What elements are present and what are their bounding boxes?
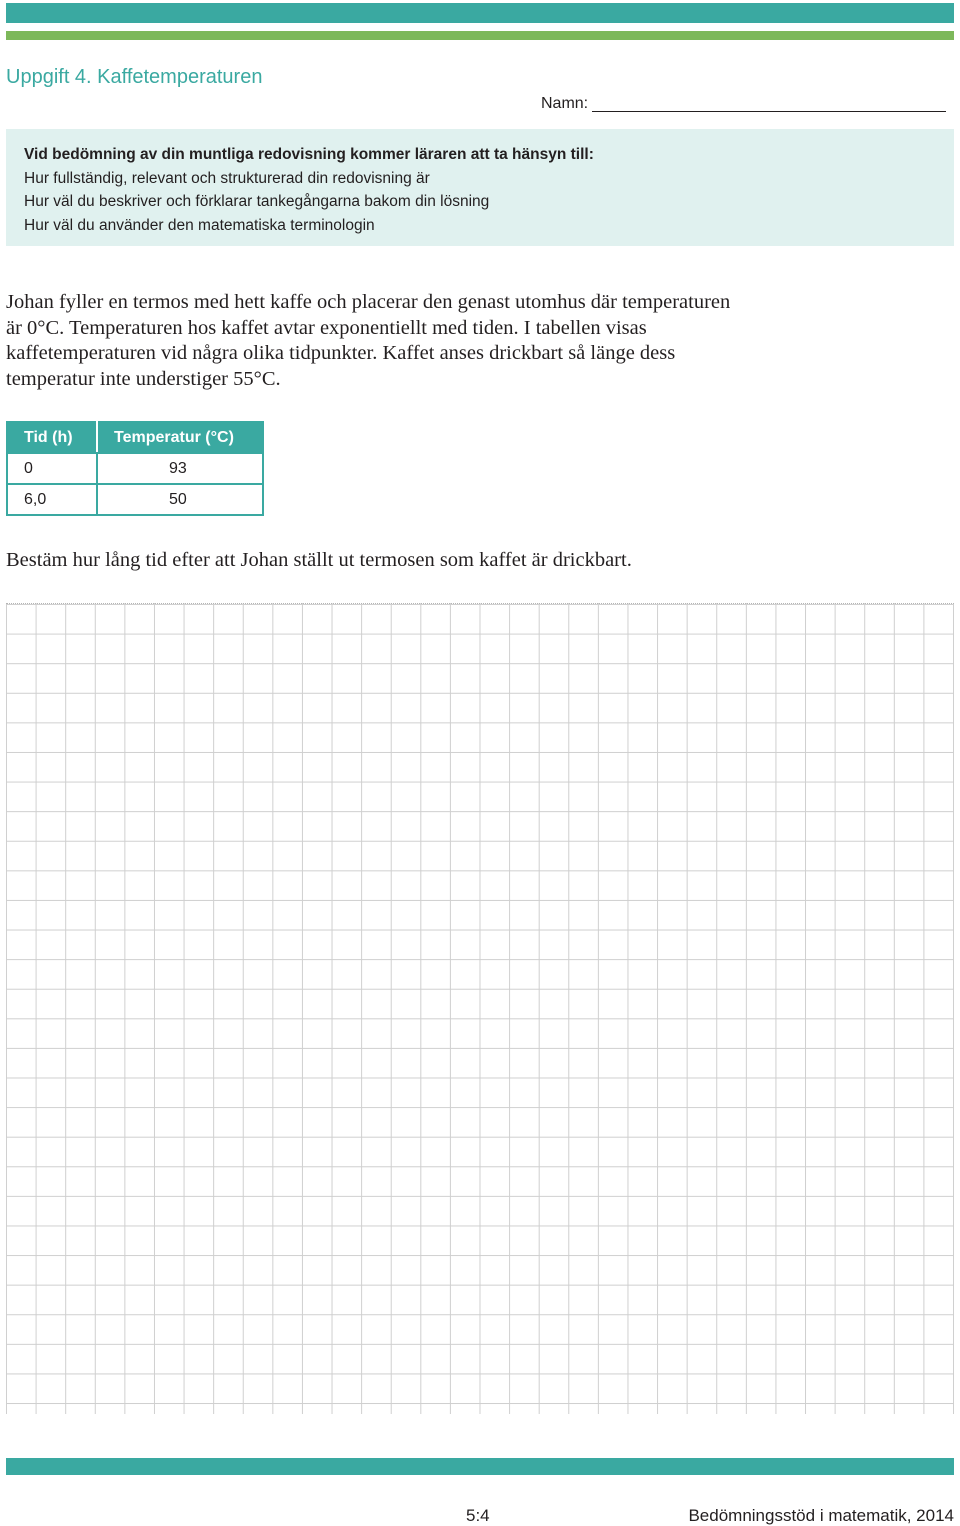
table-row bbox=[7, 484, 263, 515]
page-number: 5:4 bbox=[466, 1506, 490, 1525]
problem-line: är 0°C. Temperaturen hos kaffet avtar exponentiellt med tiden. I tabellen visas bbox=[6, 316, 647, 339]
temperature-table bbox=[6, 421, 264, 516]
problem-line: kaffetemperaturen vid några olika tidpunkter. Kaffet anses drickbart så länge dess bbox=[6, 342, 676, 365]
column-header-temperature: Temperatur (°C) bbox=[97, 422, 263, 453]
criteria-item: Hur fullständig, relevant och strukturerad din redovisning är bbox=[24, 169, 430, 187]
page-title: Uppgift 4. Kaffetemperaturen bbox=[6, 66, 263, 88]
name-line[interactable] bbox=[592, 111, 946, 112]
criteria-item: Hur väl du beskriver och förklarar tankegångarna bakom din lösning bbox=[24, 193, 490, 211]
top-teal-bar bbox=[6, 3, 954, 23]
cell-temperature: 50 bbox=[97, 484, 263, 515]
criteria-heading: Vid bedömning av din muntliga redovisning kommer läraren att ta hänsyn till: bbox=[24, 146, 594, 163]
problem-text bbox=[6, 290, 766, 392]
problem-line: temperatur inte understiger 55°C. bbox=[6, 367, 281, 390]
cell-time: 0 bbox=[7, 453, 97, 484]
footer-teal-bar bbox=[6, 1458, 954, 1475]
name-label: Namn: bbox=[541, 95, 589, 112]
footer-text: Bedömningsstöd i matematik, 2014 bbox=[688, 1506, 954, 1525]
assessment-criteria-box bbox=[6, 129, 954, 246]
top-green-bar bbox=[6, 31, 954, 40]
column-header-time: Tid (h) bbox=[7, 422, 97, 453]
problem-line: Johan fyller en termos med hett kaffe och placerar den genast utomhus där temperaturen bbox=[6, 291, 731, 313]
table-header-row bbox=[7, 422, 263, 453]
question-text: Bestäm hur lång tid efter att Johan ställt ut termosen som kaffet är drickbart. bbox=[6, 549, 632, 571]
cell-time: 6,0 bbox=[7, 484, 97, 515]
criteria-item: Hur väl du använder den matematiska terminologin bbox=[24, 217, 375, 235]
name-field[interactable] bbox=[541, 95, 946, 117]
cell-temperature: 93 bbox=[97, 453, 263, 484]
answer-grid[interactable] bbox=[6, 603, 954, 1414]
table-row bbox=[7, 453, 263, 484]
